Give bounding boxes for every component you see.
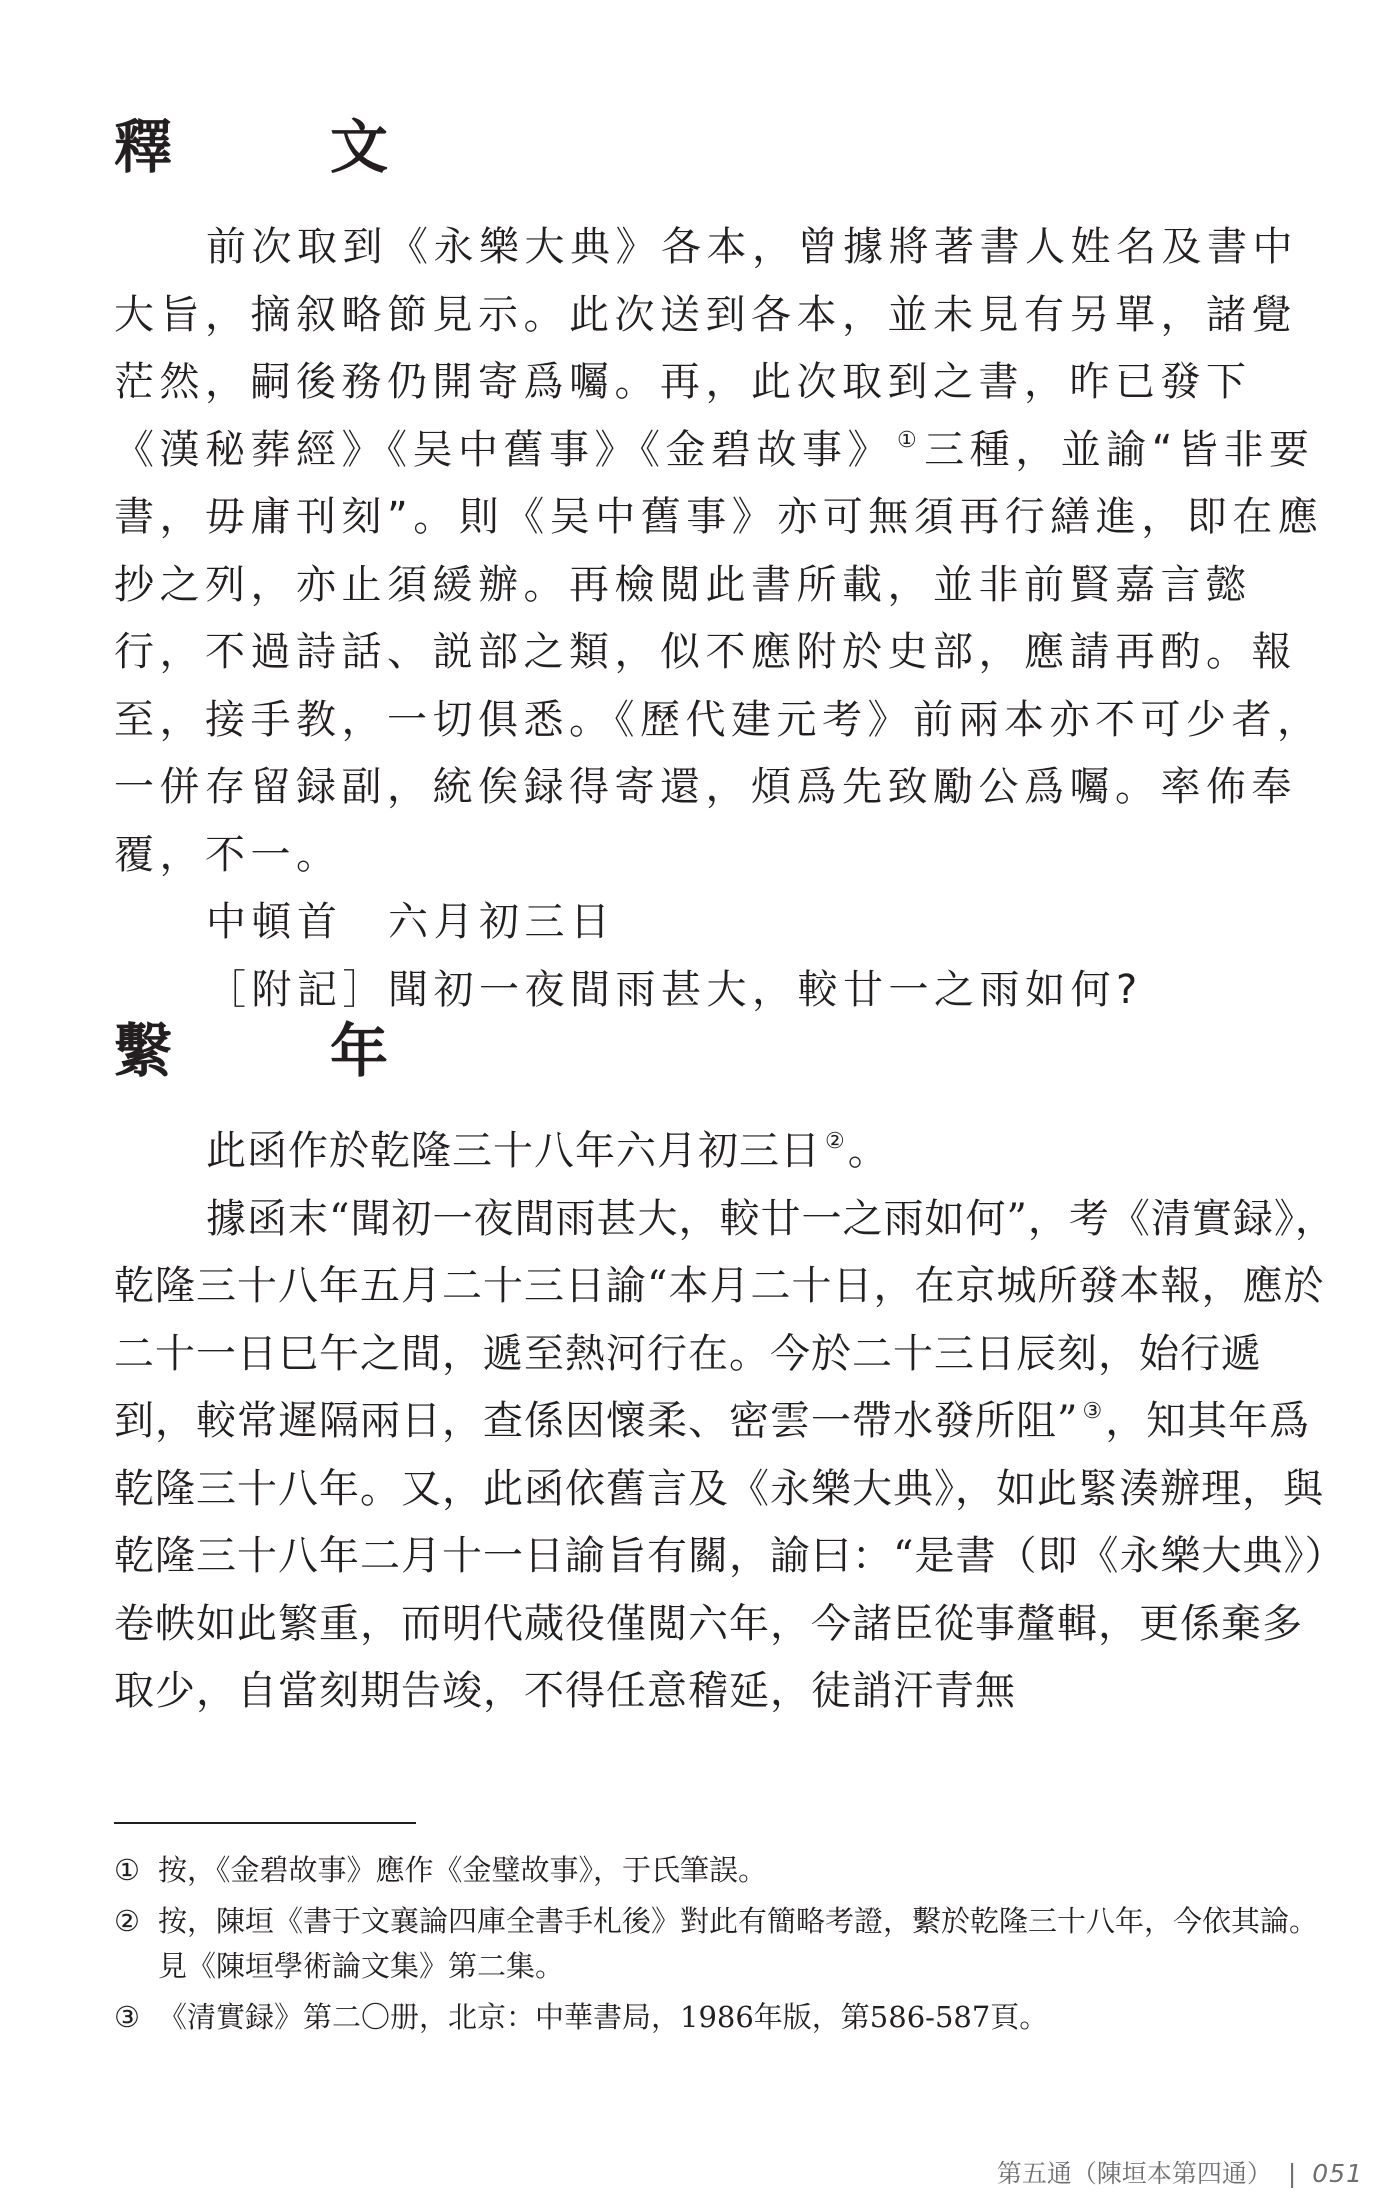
page-number: 051 — [1312, 2159, 1363, 2188]
section-heading-dating: 繫 年 — [114, 1017, 439, 1085]
footnote-3 — [114, 1995, 1336, 2040]
running-head: 第五通（陳垣本第四通） — [996, 2159, 1272, 2188]
section-heading-transcription: 釋 文 — [114, 113, 439, 181]
footnote-ref-1[interactable]: ① — [897, 427, 923, 453]
dating-paragraph-1 — [114, 1118, 1336, 1186]
footnotes — [114, 1848, 1336, 2046]
dating-text-2: 據函末“聞初一夜間雨甚大，較廿一之雨如何”，考《清實録》，乾隆三十八年五月二十三日諭“本月二十日，在京城所發本報，應於二十一日巳午之間，遞至熱河行在。今於二十三日辰刻，始行遞到，較常遲隔兩日，查係因懷柔、密雲一帶水發所阻” — [114, 1195, 1336, 1444]
footnote-2 — [114, 1899, 1336, 1989]
transcription-paragraph — [114, 214, 1334, 889]
postscript-line: ［附記］聞初一夜間雨甚大，較廿一之雨如何? — [206, 966, 1143, 1013]
footnote-ref-2[interactable]: ② — [825, 1129, 846, 1154]
page-footer — [0, 2154, 1373, 2190]
footnote-mark: ② — [114, 1904, 140, 1938]
footnote-ref-3[interactable]: ③ — [1082, 1399, 1104, 1424]
footnote-mark: ③ — [114, 2000, 140, 2034]
signature-line: 中頓首 六月初三日 — [206, 899, 616, 945]
dating-text-2-cont: ，知其年爲乾隆三十八年。又，此函依舊言及《永樂大典》，如此緊湊辦理，與乾隆三十八年二月十一日諭旨有關，諭曰：“是書（即《永樂大典》）卷帙如此繁重，而明代蒇役僅閲六年，今諸臣從事釐輯，更係棄多取少，自當刻期告竣，不得任意稽延，徒誚汗青無 — [114, 1398, 1326, 1714]
footnote-mark: ① — [114, 1853, 140, 1887]
footnote-divider — [114, 1822, 416, 1824]
footnote-text: 按，《金碧故事》應作《金璧故事》，于氏筆誤。 — [158, 1853, 768, 1887]
transcription-text-cont: 三種，並諭“皆非要書，毋庸刊刻”。則《吴中舊事》亦可無須再行繕進，即在應抄之列，亦止須緩辦。再檢閲此書所載，並非前賢嘉言懿行，不過詩話、説部之類，似不應附於史部，應請再酌。報至，接手教，一切俱悉。《歷代建元考》前兩本亦不可少者，一併存留録副，統俟録得寄還，煩爲先致勵公爲囑。率佈奉覆，不一。 — [114, 426, 1324, 878]
footnote-text: 按，陳垣《書于文襄論四庫全書手札後》對此有簡略考證，繫於乾隆三十八年，今依其論。見《陳垣學術論文集》第二集。 — [158, 1904, 1319, 1983]
dating-text-1: 此函作於乾隆三十八年六月初三日 — [206, 1128, 821, 1174]
dating-section — [114, 1118, 1336, 1726]
transcription-text: 前次取到《永樂大典》各本，曾據將著書人姓名及書中大旨，摘叙略節見示。此次送到各本，並未見有另單，諸覺茫然，嗣後務仍開寄爲囑。再，此次取到之書，昨已發下《漢秘葬經》《吴中舊事》《金碧故事》 — [114, 224, 1298, 473]
footnote-text: 《清實録》第二〇册，北京：中華書局，1986年版，第586-587頁。 — [158, 2000, 1049, 2034]
footer-separator: | — [1287, 2159, 1297, 2188]
footnote-1 — [114, 1848, 1336, 1893]
transcription-section — [114, 214, 1334, 1024]
dating-text-1-end: 。 — [847, 1128, 889, 1174]
dating-paragraph-2 — [114, 1186, 1336, 1726]
